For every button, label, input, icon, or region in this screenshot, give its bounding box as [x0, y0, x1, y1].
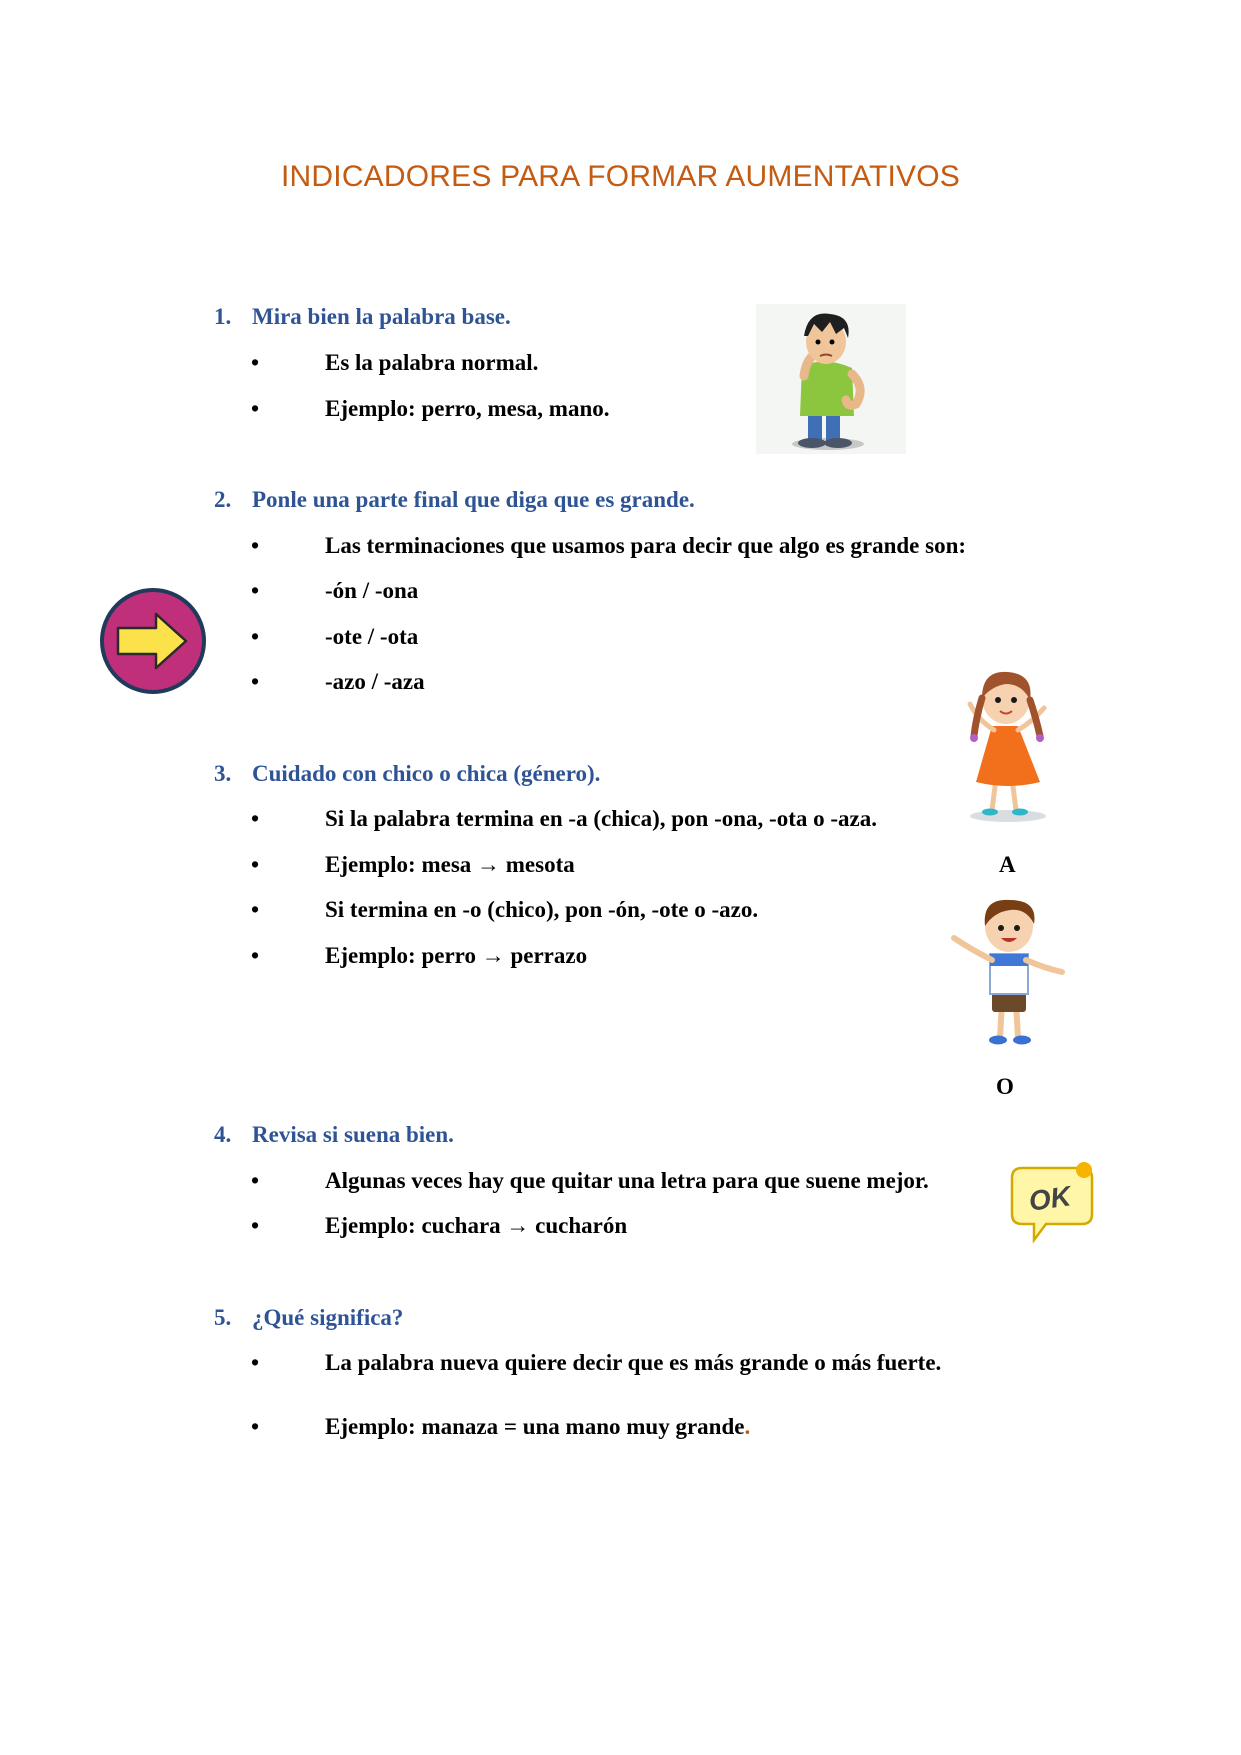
list-item: • Es la palabra normal.: [251, 350, 539, 375]
girl-icon: [948, 664, 1068, 824]
thinking-boy-icon: [756, 304, 906, 454]
ok-text: OK: [1026, 1180, 1073, 1217]
list-item: • Ejemplo: cuchara → cucharón: [251, 1213, 628, 1238]
accent-dot: .: [744, 1414, 751, 1439]
list-item: • Ejemplo: perro → perrazo: [251, 943, 588, 968]
list-item: • Ejemplo: perro, mesa, mano.: [251, 396, 610, 421]
section-5-title: 5. ¿Qué significa?: [214, 1305, 404, 1330]
list-item: • -ote / -ota: [251, 624, 419, 649]
list-item: • -ón / -ona: [251, 578, 419, 603]
ok-badge-icon: [1006, 1160, 1098, 1252]
boy-label: O: [996, 1074, 1014, 1099]
list-item: • Algunas veces hay que quitar una letra para que suene mejor.: [251, 1168, 929, 1193]
list-item: • La palabra nueva quiere decir que es más grande o más fuerte.: [251, 1350, 942, 1375]
girl-label: A: [999, 852, 1016, 877]
list-item: • Si termina en -o (chico), pon -ón, -ote o -azo.: [251, 897, 759, 922]
page-title: INDICADORES PARA FORMAR AUMENTATIVOS: [281, 160, 960, 193]
list-item: • Las terminaciones que usamos para decir que algo es grande son:: [251, 533, 967, 558]
arrow-right-icon: [98, 586, 208, 696]
list-item: • Ejemplo: manaza = una mano muy grande.: [251, 1414, 751, 1439]
section-2-title: 2. Ponle una parte final que diga que es grande.: [214, 487, 695, 512]
section-1-title: 1. Mira bien la palabra base.: [214, 304, 511, 329]
section-3-title: 3. Cuidado con chico o chica (género).: [214, 761, 601, 786]
section-4-title: 4. Revisa si suena bien.: [214, 1122, 454, 1147]
list-item: • -azo / -aza: [251, 669, 425, 694]
list-item: • Si la palabra termina en -a (chica), pon -ona, -ota o -aza.: [251, 806, 877, 831]
boy-icon: [946, 892, 1070, 1052]
list-item: • Ejemplo: mesa → mesota: [251, 852, 575, 877]
